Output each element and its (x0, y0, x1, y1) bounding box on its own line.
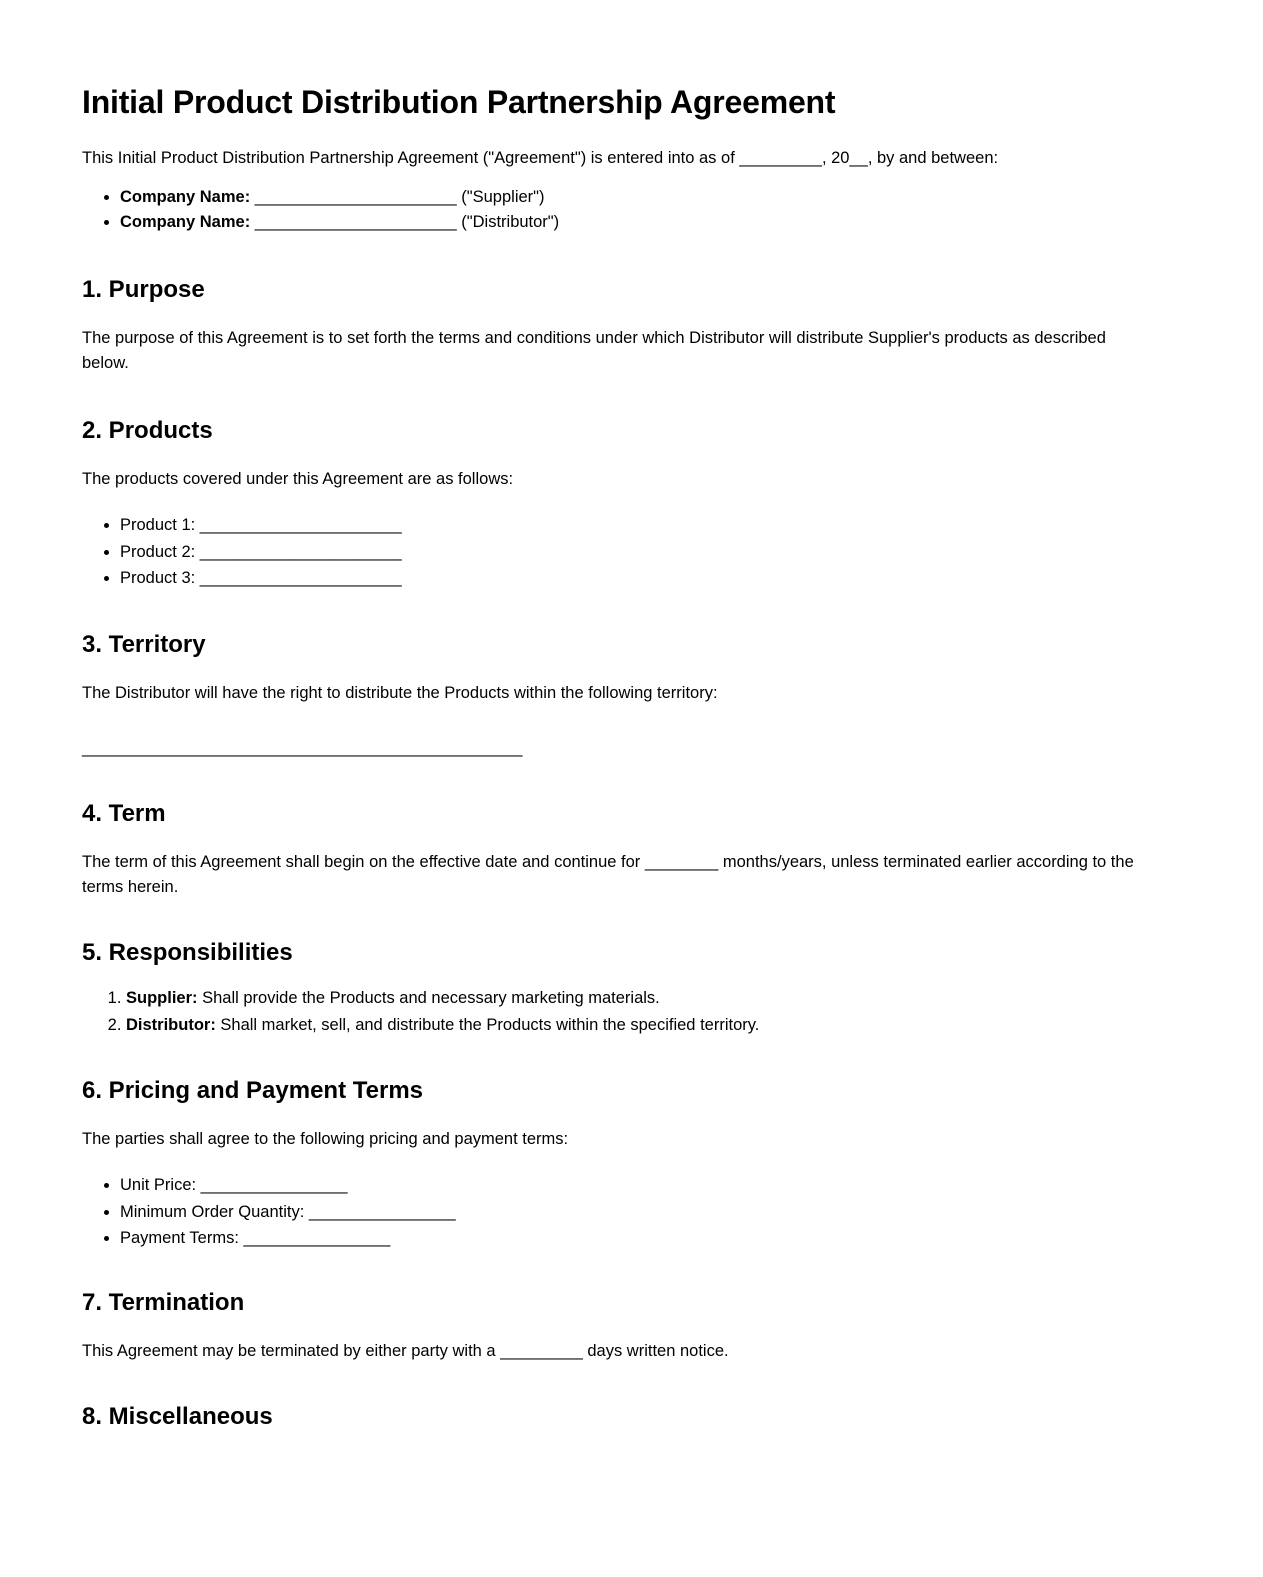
section-heading-purpose: 1. Purpose (82, 275, 205, 303)
intro-paragraph: This Initial Product Distribution Partnership Agreement ("Agreement") is entered into as of _________, 20__, by and between: (82, 148, 999, 167)
section-body-pricing: The parties shall agree to the following pricing and payment terms: (82, 1129, 569, 1148)
list-item[interactable]: • Payment Terms: ________________ (120, 1225, 1143, 1251)
responsibility-party: Supplier: (126, 989, 198, 1008)
party-list (82, 185, 1143, 236)
responsibility-party: Distributor: (126, 1016, 216, 1035)
party-label: Company Name: (120, 213, 251, 232)
party-blank[interactable]: ______________________ (250, 213, 462, 232)
section-heading-pricing: 6. Pricing and Payment Terms (82, 1076, 424, 1104)
section-heading-termination: 7. Termination (82, 1289, 245, 1317)
list-item[interactable]: • Unit Price: ________________ (120, 1172, 1143, 1198)
section-body-termination: This Agreement may be terminated by either party with a _________ days written notice. (82, 1342, 729, 1361)
section-body-territory: The Distributor will have the right to distribute the Products within the following territory: (82, 684, 718, 703)
list-item (126, 985, 1143, 1012)
section-body-term: The term of this Agreement shall begin on the effective date and continue for ________ months/years, unless terminated earlier according to the terms herein. (82, 852, 1134, 897)
responsibility-text: Shall provide the Products and necessary marketing materials. (197, 989, 660, 1008)
products-list (82, 512, 1143, 591)
responsibilities-list (82, 985, 1143, 1038)
pricing-list (82, 1172, 1143, 1251)
list-item[interactable]: • Product 3: ______________________ (120, 565, 1143, 591)
party-role: ("Distributor") (461, 213, 560, 232)
list-item (120, 185, 1143, 211)
section-heading-territory: 3. Territory (82, 631, 206, 659)
list-item (126, 1012, 1143, 1039)
section-body-purpose: The purpose of this Agreement is to set forth the terms and conditions under which Distributor will distribute Supplier's products as described below. (82, 328, 1106, 373)
list-item[interactable]: • Minimum Order Quantity: ________________ (120, 1199, 1143, 1225)
section-body-products: The products covered under this Agreement are as follows: (82, 469, 514, 488)
party-label: Company Name: (120, 187, 251, 206)
section-heading-term: 4. Term (82, 799, 166, 827)
responsibility-text: Shall market, sell, and distribute the Products within the specified territory. (215, 1016, 760, 1035)
list-item[interactable]: • Product 2: ______________________ (120, 539, 1143, 565)
party-blank[interactable]: ______________________ (250, 187, 462, 206)
party-role: ("Supplier") (461, 187, 545, 206)
section-heading-responsibilities: 5. Responsibilities (82, 938, 293, 966)
list-item (120, 210, 1143, 236)
territory-blank-rule[interactable]: ________________________________________________ (82, 738, 523, 757)
page-title: Initial Product Distribution Partnership Agreement (82, 84, 836, 120)
section-heading-miscellaneous: 8. Miscellaneous (82, 1402, 273, 1430)
section-heading-products: 2. Products (82, 416, 213, 444)
list-item[interactable]: • Product 1: ______________________ (120, 512, 1143, 538)
